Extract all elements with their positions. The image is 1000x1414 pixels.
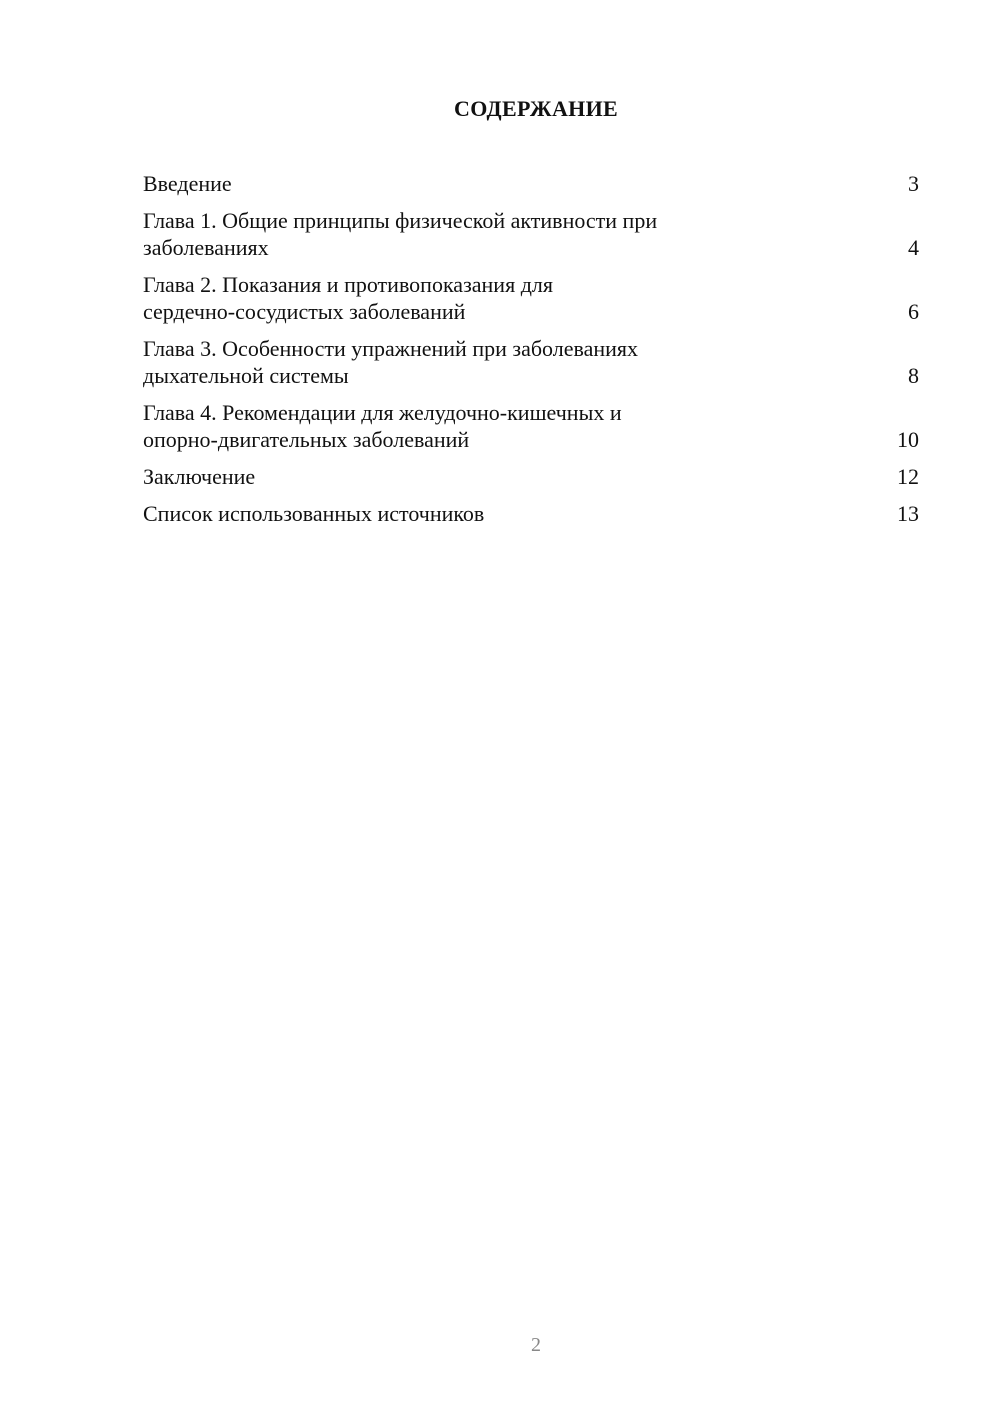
toc-entry-page: 3 (908, 171, 919, 196)
toc-entry-text: Глава 2. Показания и противопоказания для сердечно-сосудистых заболеваний (143, 272, 553, 324)
toc-entry-text: Глава 4. Рекомендации для желудочно-кишечных и опорно-двигательных заболеваний (143, 400, 622, 452)
toc-entry-page: 8 (908, 363, 919, 388)
toc-title: СОДЕРЖАНИЕ (454, 96, 618, 121)
toc-entry-text: Введение (143, 171, 232, 196)
toc-entry (143, 463, 919, 490)
page-number: 2 (531, 1334, 541, 1356)
toc-entry-text: Глава 1. Общие принципы физической активности при заболеваниях (143, 208, 658, 260)
toc-entry (143, 271, 919, 325)
toc-entry-text: Список использованных источников (143, 501, 485, 526)
toc-entry (143, 399, 919, 453)
table-of-contents (143, 170, 919, 537)
toc-entry-page: 13 (897, 501, 919, 526)
toc-entry (143, 335, 919, 389)
toc-entry-page: 12 (897, 464, 919, 489)
toc-entry-page: 10 (897, 427, 919, 452)
toc-entry-text: Заключение (143, 464, 256, 489)
toc-entry-page: 6 (908, 299, 919, 324)
toc-entry-text: Глава 3. Особенности упражнений при заболеваниях дыхательной системы (143, 336, 639, 388)
toc-entry (143, 207, 919, 261)
toc-entry (143, 500, 919, 527)
toc-entry (143, 170, 919, 197)
toc-entry-page: 4 (908, 235, 919, 260)
